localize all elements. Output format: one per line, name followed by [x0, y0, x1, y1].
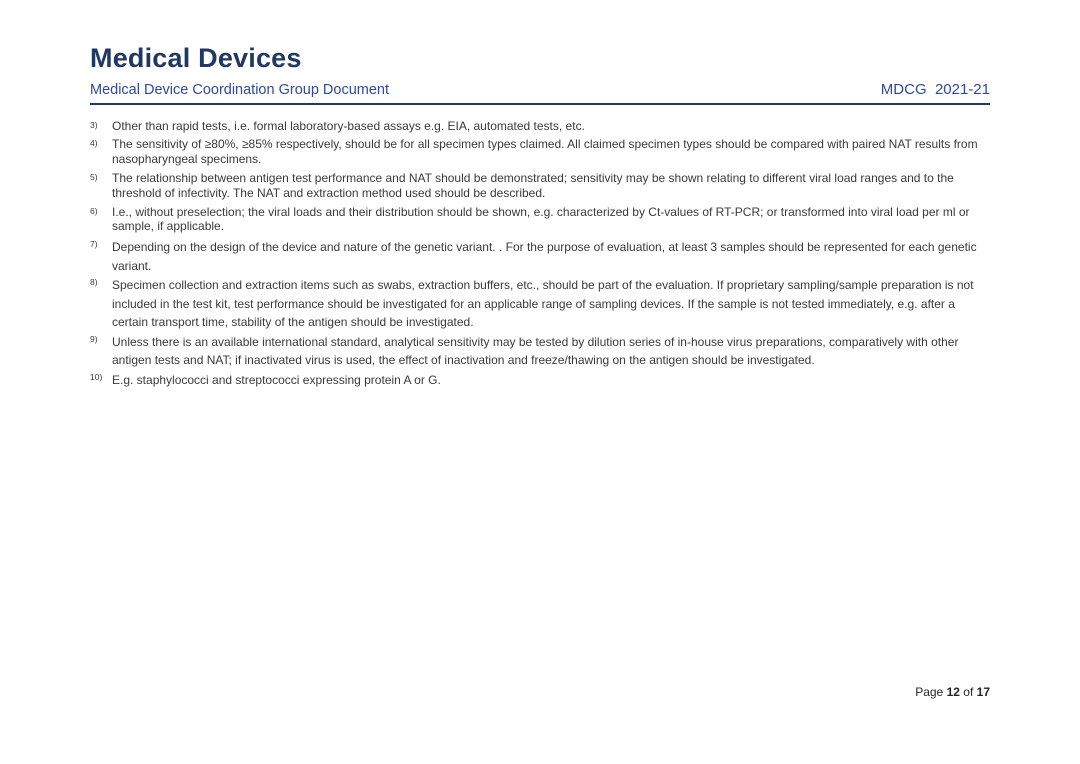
footnote-marker: 6)	[90, 205, 98, 216]
page-footer	[915, 685, 990, 699]
page-number: 12	[946, 685, 960, 699]
footnote-marker: 10)	[90, 371, 103, 382]
page-title: Medical Devices	[90, 43, 302, 73]
header-divider	[90, 103, 990, 105]
document-subtitle: Medical Device Coordination Group Document	[90, 81, 390, 98]
footnote-item	[90, 119, 990, 134]
footnote-marker: 4)	[90, 138, 98, 149]
footnote-marker: 9)	[90, 333, 98, 344]
footnote-marker: 7)	[90, 239, 98, 250]
footnote-marker: 3)	[90, 119, 98, 130]
footnote-item	[90, 137, 990, 167]
footnotes-list	[90, 119, 990, 390]
footnote-item	[90, 238, 990, 275]
footnote-text: The sensitivity of ≥80%, ≥85% respectively, should be for all specimen types claimed. All claimed specimen types should be compared with paired NAT results from nasopharyngeal specimens.	[112, 137, 978, 167]
total-pages: 17	[976, 685, 990, 699]
footnote-item	[90, 333, 990, 370]
footnote-marker: 5)	[90, 172, 98, 183]
footnote-text: Specimen collection and extraction items such as swabs, extraction buffers, etc., should be part of the evaluation. If proprietary sampling/sample preparation is not included in the test kit, test performance should be investigated for an applicable range of sampling devices. If the sample is not tested immediately, e.g. after a certain transport time, stability of the antigen should be investigated.	[112, 278, 974, 330]
footnote-text: Other than rapid tests, i.e. formal laboratory-based assays e.g. EIA, automated tests, etc.	[112, 118, 585, 133]
footnote-item	[90, 205, 990, 235]
document-reference: MDCG 2021-21	[880, 80, 990, 98]
footnote-item	[90, 171, 990, 201]
footnote-text: E.g. staphylococci and streptococci expressing protein A or G.	[112, 372, 441, 387]
footnote-text: Unless there is an available international standard, analytical sensitivity may be tested by dilution series of in-house virus preparations, comparatively with other antigen tests and NAT; if inactivated virus is used, the effect of inactivation and freeze/thawing on the antigen should be investigated.	[112, 334, 959, 368]
page-word: Page	[915, 685, 944, 699]
of-word: of	[963, 685, 974, 699]
footnote-text: I.e., without preselection; the viral loads and their distribution should be shown, e.g. characterized by Ct-values of RT-PCR; or transformed into viral load per ml or sample, if applicable.	[112, 204, 970, 234]
footnote-item	[90, 276, 990, 332]
footnote-text: The relationship between antigen test performance and NAT should be demonstrated; sensitivity may be shown relating to different viral load ranges and to the threshold of infectivity. The NAT and extraction method used should be described.	[112, 171, 954, 200]
footnote-marker: 8)	[90, 277, 98, 288]
footnote-text: Depending on the design of the device and nature of the genetic variant. . For the purpose of evaluation, at least 3 samples should be represented for each genetic variant.	[112, 240, 977, 273]
footnote-item	[90, 371, 990, 390]
header-row	[90, 81, 990, 103]
